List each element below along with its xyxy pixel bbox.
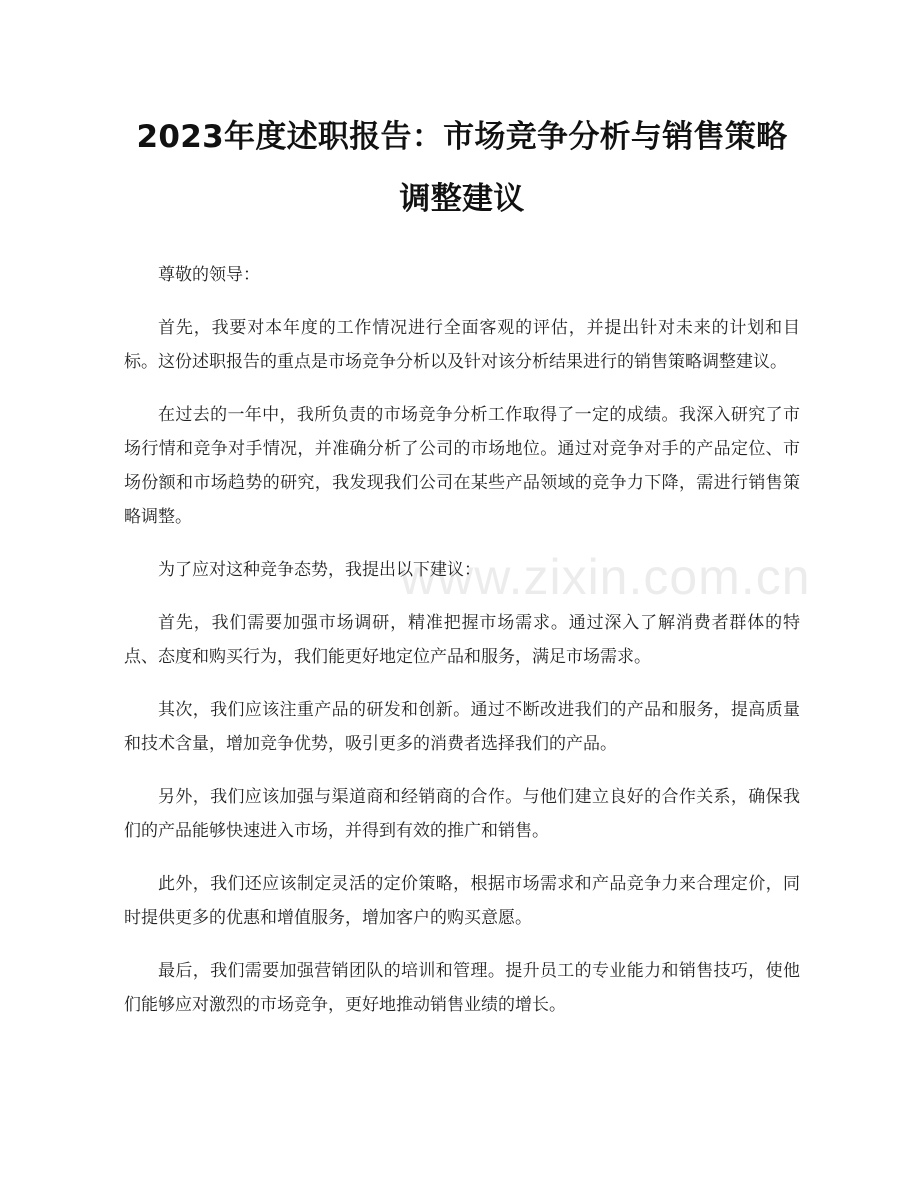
paragraph: 首先，我要对本年度的工作情况进行全面客观的评估，并提出针对未来的计划和目标。这份述职报告的重点是市场竞争分析以及针对该分析结果进行的销售策略调整建议。 (124, 318, 800, 372)
watermark: www.zixin.com.cn (400, 549, 811, 605)
salutation: 尊敬的领导： (158, 265, 260, 285)
paragraph: 首先，我们需要加强市场调研，精准把握市场需求。通过深入了解消费者群体的特点、态度和购买行为，我们能更好地定位产品和服务，满足市场需求。 (124, 613, 800, 667)
paragraph: 为了应对这种竞争态势，我提出以下建议： (158, 560, 481, 580)
document-title: 2023年度述职报告：市场竞争分析与销售策略调整建议 (136, 119, 788, 217)
document-body (124, 258, 800, 1022)
paragraph: 此外，我们还应该制定灵活的定价策略，根据市场需求和产品竞争力来合理定价，同时提供更多的优惠和增值服务，增加客户的购买意愿。 (124, 874, 800, 928)
paragraph: 在过去的一年中，我所负责的市场竞争分析工作取得了一定的成绩。我深入研究了市场行情和竞争对手情况，并准确分析了公司的市场地位。通过对竞争对手的产品定位、市场份额和市场趋势的研究，我发现我们公司在某些产品领域的竞争力下降，需进行销售策略调整。 (124, 405, 800, 527)
paragraph: 最后，我们需要加强营销团队的培训和管理。提升员工的专业能力和销售技巧，使他们能够应对激烈的市场竞争，更好地推动销售业绩的增长。 (124, 961, 800, 1015)
paragraph: 其次，我们应该注重产品的研发和创新。通过不断改进我们的产品和服务，提高质量和技术含量，增加竞争优势，吸引更多的消费者选择我们的产品。 (124, 700, 800, 754)
paragraph: 另外，我们应该加强与渠道商和经销商的合作。与他们建立良好的合作关系，确保我们的产品能够快速进入市场，并得到有效的推广和销售。 (124, 787, 800, 841)
